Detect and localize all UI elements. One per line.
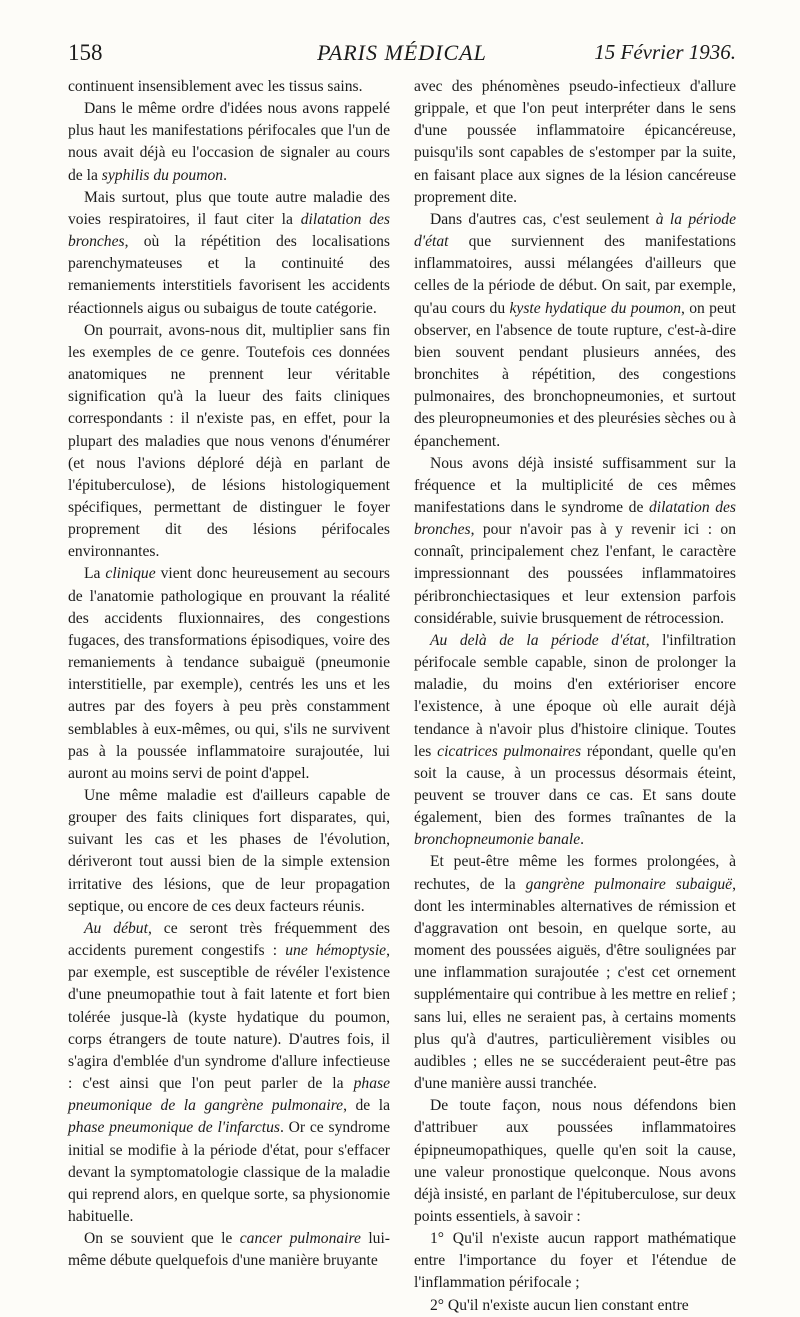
italic-term: Au delà de la période d'état: [430, 631, 646, 649]
italic-term: dilatation des bronches: [68, 210, 390, 251]
italic-term: phase pneumonique de l'infarctus: [68, 1119, 280, 1137]
paragraph: [414, 76, 736, 209]
text-run: Et peut-être même les formes prolongées, à rechutes, de la: [414, 853, 736, 893]
paragraph: [414, 453, 736, 630]
text-run: Dans le même ordre d'idées nous avons rappelé plus haut les manifestations périfocales que l'un de nous avait déjà eu l'occasion de signaler au cours de la: [68, 100, 390, 184]
text-run: vient donc heureusement au secours de l'anatomie pathologique en prouvant la réalité des accidents fluxionnaires, des congestions fugaces, des transformations épisodiques, voire des remaniements à tendance subaiguë (pneumonie interstitielle, par exemple), centrés les uns et les autres par des foyers à peu près constamment semblables à eux-mêmes, ou qui, s'ils ne survivent pas à la poussée inflammatoire surajoutée, lui auront au moins servi de point d'appel.: [68, 565, 390, 782]
paragraph: [68, 76, 390, 98]
text-run: Mais surtout, plus que toute autre maladie des voies respiratoires, il faut citer la: [68, 188, 390, 228]
paragraph: [414, 209, 736, 453]
left-column: [68, 76, 390, 1272]
text-run: 1° Qu'il n'existe aucun rapport mathématique entre l'importance du foyer et l'étendue de l'inflammation périfocale ;: [414, 1230, 736, 1292]
text-run: , dont les interminables alternatives de rémission et d'aggravation ont besoin, en quelque sorte, au moment des poussées aiguës, d'être soulignées par une inflammation surajoutée ; c'est cet ornement supplémentaire qui contribue à les mettre en relief ; sans lui, elles ne seraient pas, à certains moments plus qu'à d'autres, particulièrement visibles ou audibles ; elles ne se succéderaient peut-être pas d'une manière aussi tranchée.: [414, 875, 736, 1093]
text-run: 2° Qu'il n'existe aucun lien constant entre: [430, 1296, 689, 1314]
italic-term: syphilis du poumon: [101, 166, 224, 184]
italic-term: Au début: [84, 919, 148, 937]
text-run: . Or ce syndrome initial se modifie à la période d'état, pour s'effacer devant la symptomatologie classique de la maladie qui reprend alors, en quelque sorte, sa physionomie habituelle.: [68, 1119, 391, 1225]
italic-term: à la période d'état: [414, 210, 736, 251]
italic-term: clinique: [105, 565, 156, 583]
paragraph: [414, 1228, 736, 1294]
text-run: De toute façon, nous nous défendons bien d'attribuer aux poussées inflammatoires épipneumopathiques, quelle qu'en soit la cause, une valeur pronostique quelconque. Nous avons déjà insisté, en parlant de l'épituberculose, sur deux points essentiels, à savoir :: [414, 1097, 736, 1225]
issue-date: 15 Février 1936.: [594, 40, 736, 64]
text-run: , pour n'avoir pas à y revenir ici : on connaît, principalement chez l'enfant, le caractère impressionnant des poussées inflammatoires péribronchiectasiques et leur extension parfois considérable, suivie brusquement de rétrocession.: [414, 521, 736, 627]
text-run: .: [580, 831, 585, 849]
paragraph: [68, 320, 390, 564]
text-run: On se souvient que le: [84, 1230, 240, 1248]
journal-title: PARIS MÉDICAL: [317, 40, 487, 65]
text-run: , l'infiltration périfocale semble capable, sinon de prolonger la maladie, du moins d'en extérioriser encore l'existence, à une époque où elle aurait déjà tendance à n'avoir plus d'histoire clinique. Toutes les: [414, 631, 736, 760]
italic-term: cicatrices pulmonaires: [437, 742, 582, 760]
text-run: , de la: [343, 1097, 390, 1115]
italic-term: phase pneumonique de la gangrène pulmonaire: [68, 1075, 390, 1115]
paragraph: [414, 630, 736, 852]
paragraph: [414, 1095, 736, 1228]
text-run: Dans d'autres cas, c'est seulement: [430, 210, 656, 228]
text-run: , par exemple, est susceptible de révéler l'existence d'une pneumopathie tout à fait latente et fort bien tolérée jusque-là (kyste hydatique du poumon, corps étrangers de toute nature). D'autres fois, il s'agira d'emblée d'un syndrome d'allure infectieuse : c'est ainsi que l'on peut parler de la: [68, 942, 390, 1093]
text-run: .: [223, 166, 227, 184]
italic-term: cancer pulmonaire: [239, 1230, 361, 1248]
italic-term: gangrène pulmonaire subaiguë: [525, 875, 733, 893]
text-run: lui-même débute quelquefois d'une manière bruyante: [68, 1230, 390, 1270]
text-run: , où la répétition des localisations parenchymateuses et la continuité des remaniements interstitiels favorisent les accidents réactionnels aigus ou subaigus de toute catégorie.: [68, 233, 390, 317]
italic-term: bronchopneumonie banale: [414, 831, 581, 849]
text-run: répondant, quelle qu'en soit la cause, à un processus désormais éteint, peuvent se trouver dans ce cas. Et sans doute également, bien des formes traînantes de la: [414, 742, 736, 827]
text-run: La: [84, 565, 106, 583]
paragraph: [414, 851, 736, 1095]
text-run: continuent insensiblement avec les tissus sains.: [68, 78, 363, 95]
text-run: que surviennent des manifestations inflammatoires, aussi mélangées d'ailleurs que celles de la période de début. On sait, par exemple, qu'au cours du: [414, 233, 736, 317]
italic-term: une hémoptysie: [285, 942, 387, 960]
paragraph: [68, 563, 390, 785]
page-header: [68, 40, 736, 72]
text-run: Une même maladie est d'ailleurs capable de grouper des faits cliniques fort disparates, qui, suivant les cas et les phases de l'évolution, dériveront tout aussi bien de la simple extension irritative des lésions, que de leur propagation septique, ou encore de ces deux facteurs réunis.: [68, 787, 390, 915]
text-run: Nous avons déjà insisté suffisamment sur la fréquence et la multiplicité de ces mêmes manifestations dans le syndrome de: [414, 454, 736, 516]
italic-term: dilatation des bronches: [414, 498, 736, 539]
paragraph: [68, 785, 390, 918]
paragraph: [414, 1295, 736, 1317]
right-column: [414, 76, 736, 1317]
paragraph: [68, 98, 390, 187]
paragraph: [68, 1228, 390, 1272]
italic-term: kyste hydatique du poumon: [509, 299, 681, 317]
page-number: 158: [68, 40, 103, 65]
paragraph: [68, 918, 390, 1228]
paragraph: [68, 187, 390, 320]
text-run: , ce seront très fréquemment des accidents purement congestifs :: [68, 919, 390, 960]
text-run: , on peut observer, en l'absence de toute rupture, c'est-à-dire bien souvent pendant plusieurs années, des bronchites à répétition, des congestions pulmonaires, des bronchopneumonies, et surtout des pleuropneumonies et des pleurésies sèches ou à épanchement.: [414, 299, 737, 450]
text-run: On pourrait, avons-nous dit, multiplier sans fin les exemples de ce genre. Toutefois ces données anatomiques ne prennent leur véritable signification qu'à la lueur des faits cliniques correspondants : il n'existe pas, en effet, pour la plupart des maladies que nous venons d'énumérer (et nous l'avions déploré déjà en parlant de l'épituberculose), de lésions histologiquement spécifiques, permettant de distinguer le foyer proprement dit des lésions périfocales environnantes.: [68, 321, 390, 561]
text-run: avec des phénomènes pseudo-infectieux d'allure grippale, et que l'on peut interpréter dans le sens d'une poussée inflammatoire épicancéreuse, puisqu'ils sont capables de s'estomper par la suite, en faisant place aux signes de la lésion cancéreuse proprement dite.: [414, 78, 736, 206]
